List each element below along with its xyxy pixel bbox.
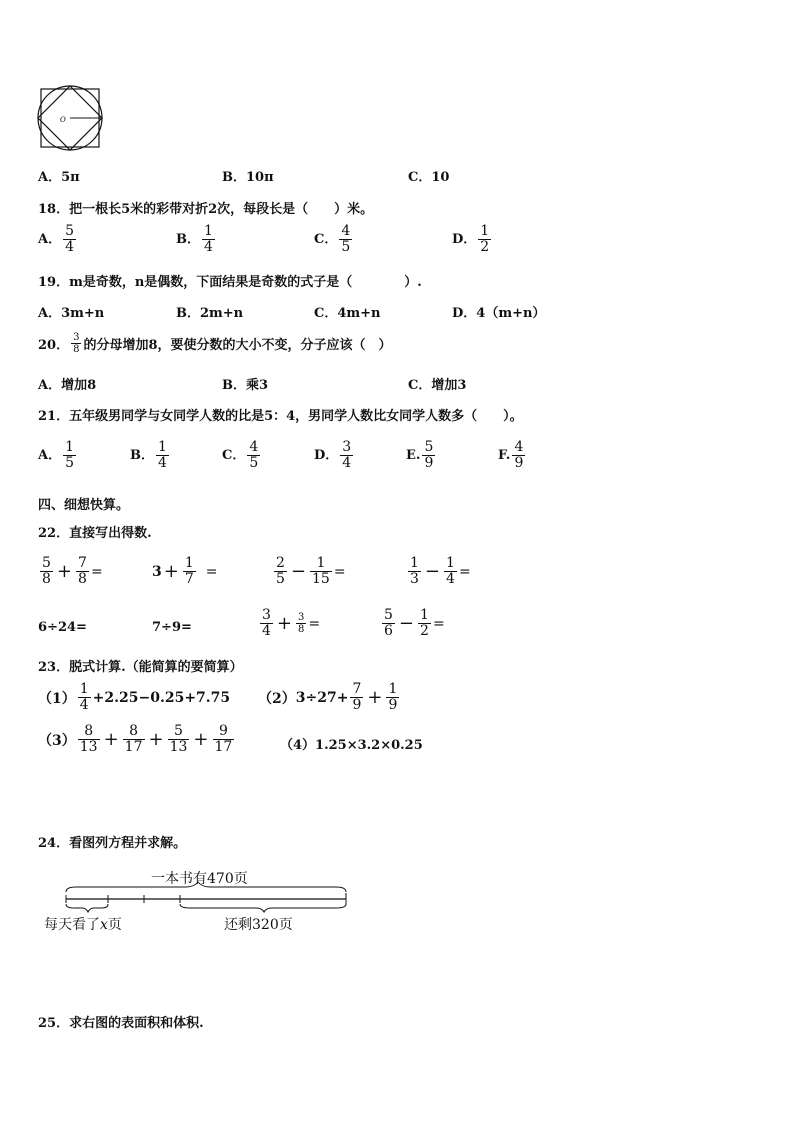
section-4-heading: 四、细想快算。	[38, 498, 130, 513]
q21-option-e: E. $\frac{5}{9}$	[406, 439, 434, 471]
q24-question: 24．看图列方程并求解。	[38, 836, 187, 851]
q17-option-b: B．10π	[222, 170, 274, 185]
q23-part-3: （3） $\frac{8}{13}$ + $\frac{8}{17}$ + $\frac{5}{13}$ + $\frac{9}{17}$	[38, 723, 233, 755]
q18-option-b: B． $\frac{1}{4}$	[176, 223, 213, 255]
q22-expr-3: $\frac{2}{5}$ − $\frac{1}{15}$ =	[276, 555, 346, 587]
diagram-total-label: 一本书有470页	[151, 871, 248, 887]
q20-option-c: C．增加3	[408, 378, 467, 393]
q19-option-b: B．2m+n	[176, 306, 244, 321]
q19-option-c: C．4m+n	[314, 306, 381, 321]
q23-part-4: （4）1.25×3.2×0.25	[280, 738, 423, 753]
figure-center-label: O	[60, 116, 66, 124]
q22-expr-2: 3 + $\frac{1}{7}$ =	[152, 555, 218, 587]
q18-option-c: C． $\frac{4}{5}$	[314, 223, 351, 255]
q18-option-d: D． $\frac{1}{2}$	[452, 223, 490, 255]
q23-part-2: （2） 3÷27+ $\frac{7}{9}$ + $\frac{1}{9}$	[258, 681, 398, 713]
q21-option-f: F. $\frac{4}{9}$	[498, 439, 524, 471]
q17-option-a: A．5π	[38, 170, 80, 185]
q18-option-a: A． $\frac{5}{4}$	[38, 223, 75, 255]
q19-option-d: D．4（m+n）	[452, 306, 546, 321]
q22-question: 22．直接写出得数.	[38, 526, 152, 541]
q20-option-b: B．乘3	[222, 378, 269, 393]
q21-option-c: C． $\frac{4}{5}$	[222, 439, 259, 471]
q20-option-a: A．增加8	[38, 378, 97, 393]
q18-question: 18．把一根长5米的彩带对折2次，每段长是（ ）米。	[38, 202, 374, 217]
q21-option-d: D． $\frac{3}{4}$	[314, 439, 352, 471]
q23-part-1: （1） $\frac{1}{4}$ +2.25−0.25+7.75	[38, 681, 231, 713]
q19-question: 19．m是奇数，n是偶数，下面结果是奇数的式子是（ ）.	[38, 275, 422, 290]
diagram-read-label: 每天看了x页	[44, 917, 122, 933]
q22-expr-1: $\frac{5}{8}$ + $\frac{7}{8}$ =	[42, 555, 103, 587]
diagram-remaining-label: 还剩320页	[224, 917, 293, 933]
q23-question: 23．脱式计算.（能简算的要简算）	[38, 660, 243, 675]
q21-option-a: A． $\frac{1}{5}$	[38, 439, 75, 471]
q20-question: 20． $\frac{3}{8}$ 的分母增加8，要使分数的大小不变，分子应该（ ）	[38, 332, 392, 355]
q22-expr-5: 6÷24=	[38, 620, 87, 635]
circle-square-figure	[36, 84, 104, 152]
q21-question: 21．五年级男同学与女同学人数的比是5：4，男同学人数比女同学人数多（ ）。	[38, 409, 523, 424]
q17-option-c: C．10	[408, 170, 450, 185]
q22-expr-4: $\frac{1}{3}$ − $\frac{1}{4}$ =	[410, 555, 471, 587]
q24-line-diagram	[36, 864, 356, 934]
q21-option-b: B． $\frac{1}{4}$	[130, 439, 167, 471]
q25-question: 25．求右图的表面积和体积.	[38, 1016, 204, 1031]
q22-expr-8: $\frac{5}{6}$ − $\frac{1}{2}$ =	[384, 607, 445, 639]
q19-option-a: A．3m+n	[38, 306, 105, 321]
q22-expr-7: $\frac{3}{4}$ + $\frac{3}{8}$ =	[262, 607, 321, 639]
q22-expr-6: 7÷9=	[152, 620, 192, 635]
